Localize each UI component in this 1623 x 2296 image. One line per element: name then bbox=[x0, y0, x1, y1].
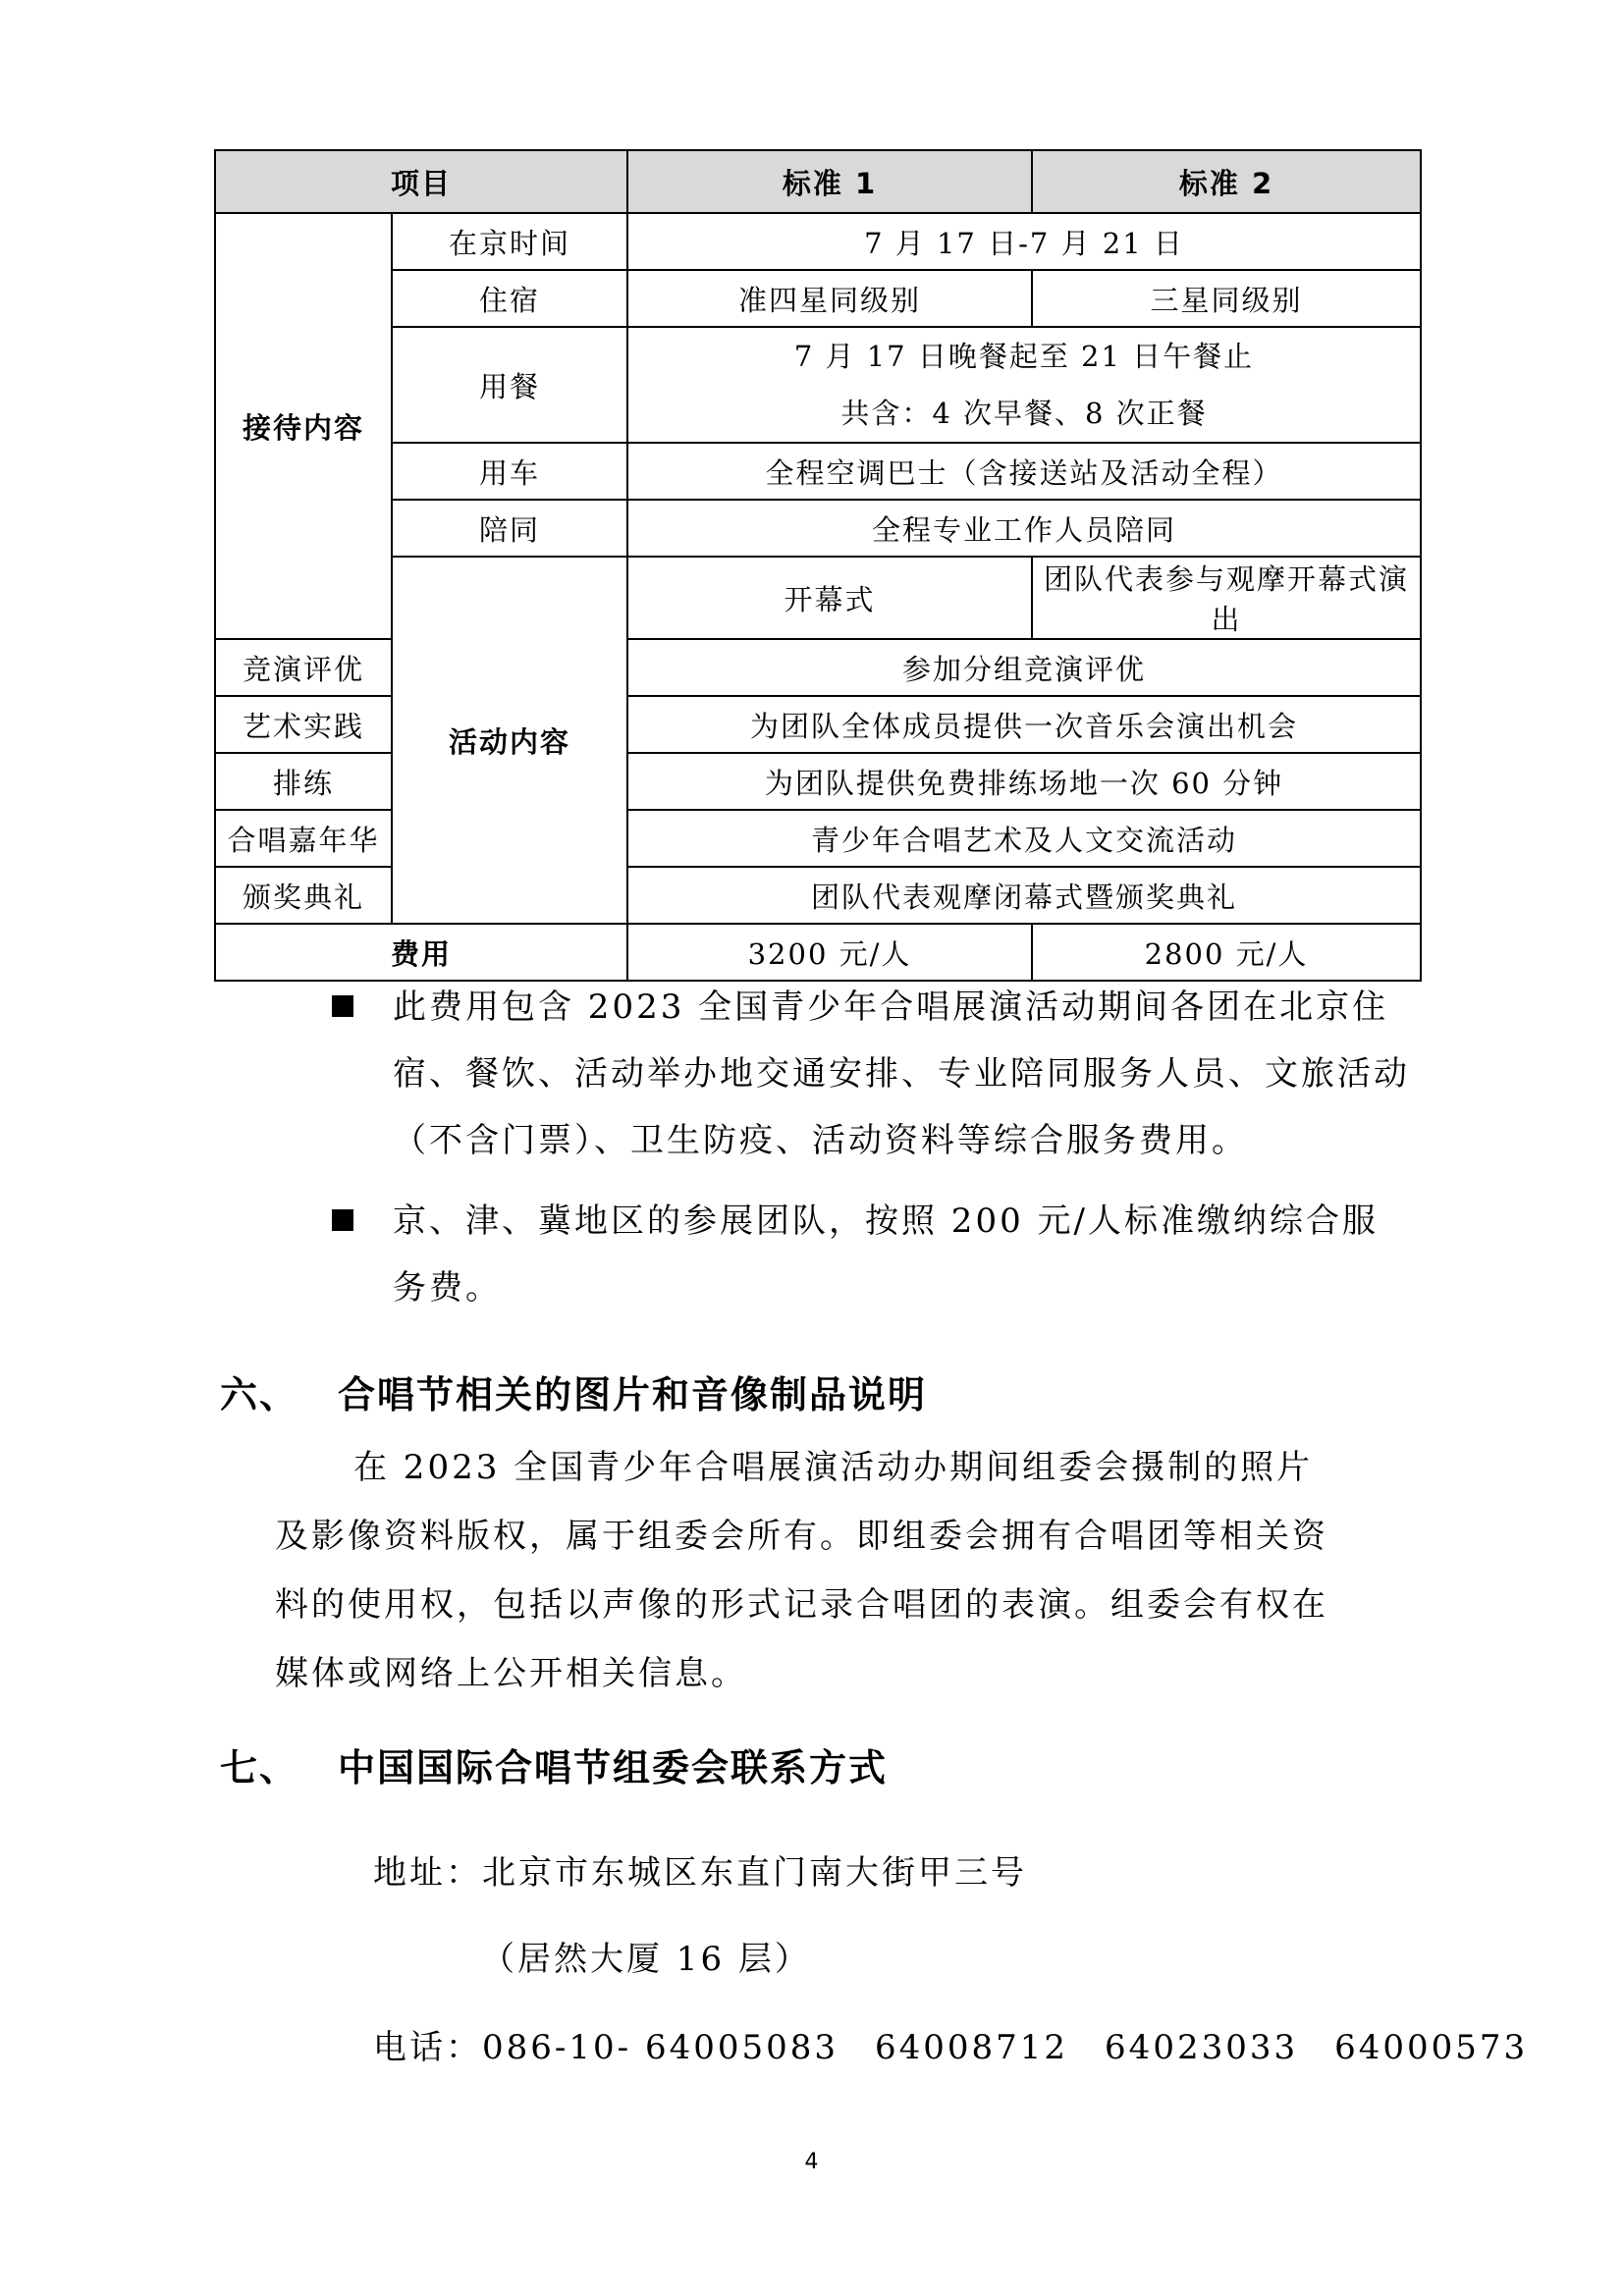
row-item: 开幕式 bbox=[627, 557, 1032, 639]
table-header-row bbox=[215, 150, 1421, 213]
row-value: 全程专业工作人员陪同 bbox=[627, 500, 1421, 557]
row-std1: 准四星同级别 bbox=[627, 270, 1032, 327]
fee-note-text: 此费用包含 2023 全国青少年合唱展演活动期间各团在北京住宿、餐饮、活动举办地交通安排、专业陪同服务人员、文旅活动（不含门票）、卫生防疫、活动资料等综合服务费用。 bbox=[393, 988, 1410, 1160]
table-row bbox=[215, 443, 1421, 500]
row-item: 竞演评优 bbox=[215, 639, 392, 696]
group-activities: 活动内容 bbox=[392, 557, 627, 924]
fee-note-item bbox=[393, 974, 1414, 1174]
header-standard-1: 标准 1 bbox=[627, 150, 1032, 213]
section-6-title: 合唱节相关的图片和音像制品说明 bbox=[338, 1373, 928, 1416]
table-row bbox=[215, 557, 1421, 639]
fee-note-text: 京、津、冀地区的参展团队，按照 200 元/人标准缴纳综合服务费。 bbox=[393, 1201, 1379, 1308]
table-row bbox=[215, 327, 1421, 443]
section-6-number: 六、 bbox=[220, 1373, 299, 1416]
fee-standard-1: 3200 元/人 bbox=[627, 924, 1032, 981]
contact-address-note: （居然大厦 16 层） bbox=[481, 1940, 811, 1979]
row-item: 在京时间 bbox=[392, 213, 627, 270]
fee-notes bbox=[334, 974, 1414, 1321]
fee-table-container bbox=[214, 149, 1420, 982]
row-std2: 三星同级别 bbox=[1032, 270, 1421, 327]
group-reception: 接待内容 bbox=[215, 213, 392, 639]
row-item: 排练 bbox=[215, 753, 392, 810]
table-row-fee bbox=[215, 924, 1421, 981]
fee-table bbox=[214, 149, 1422, 982]
square-bullet-icon bbox=[332, 1209, 353, 1231]
header-item: 项目 bbox=[215, 150, 627, 213]
meal-line-2: 共含：4 次早餐、8 次正餐 bbox=[840, 397, 1208, 430]
row-item: 住宿 bbox=[392, 270, 627, 327]
section-7-number: 七、 bbox=[220, 1746, 299, 1789]
section-7-title: 中国国际合唱节组委会联系方式 bbox=[338, 1746, 889, 1789]
row-value: 青少年合唱艺术及人文交流活动 bbox=[627, 810, 1421, 867]
table-row bbox=[215, 213, 1421, 270]
fee-label: 费用 bbox=[215, 924, 627, 981]
contact-phone: 电话：086-10- 64005083 64008712 64023033 64000573 bbox=[373, 2028, 1529, 2067]
row-item: 艺术实践 bbox=[215, 696, 392, 753]
row-item: 陪同 bbox=[392, 500, 627, 557]
row-item: 合唱嘉年华 bbox=[215, 810, 392, 867]
header-standard-2: 标准 2 bbox=[1032, 150, 1421, 213]
row-item: 颁奖典礼 bbox=[215, 867, 392, 924]
row-value: 为团队全体成员提供一次音乐会演出机会 bbox=[627, 696, 1421, 753]
row-value: 为团队提供免费排练场地一次 60 分钟 bbox=[627, 753, 1421, 810]
page-number: 4 bbox=[804, 2150, 819, 2174]
square-bullet-icon bbox=[332, 995, 353, 1017]
row-item: 用餐 bbox=[392, 327, 627, 443]
row-value: 团队代表观摩闭幕式暨颁奖典礼 bbox=[627, 867, 1421, 924]
section-6-body: 在 2023 全国青少年合唱展演活动办期间组委会摄制的照片及影像资料版权，属于组委会所有。即组委会拥有合唱团等相关资料的使用权，包括以声像的形式记录合唱团的表演。组委会有权在媒体或网络上公开相关信息。 bbox=[275, 1448, 1328, 1693]
row-value: 团队代表参与观摩开幕式演出 bbox=[1032, 557, 1421, 639]
table-row bbox=[215, 270, 1421, 327]
row-item: 用车 bbox=[392, 443, 627, 500]
row-value: 全程空调巴士（含接送站及活动全程） bbox=[627, 443, 1421, 500]
contact-address: 地址：北京市东城区东直门南大街甲三号 bbox=[373, 1853, 1027, 1893]
row-value: 参加分组竞演评优 bbox=[627, 639, 1421, 696]
row-value-meal bbox=[627, 327, 1421, 443]
meal-line-1: 7 月 17 日晚餐起至 21 日午餐止 bbox=[793, 340, 1255, 373]
section-7-heading bbox=[220, 1737, 888, 1791]
fee-standard-2: 2800 元/人 bbox=[1032, 924, 1421, 981]
fee-note-item bbox=[393, 1188, 1414, 1321]
table-row bbox=[215, 500, 1421, 557]
section-6-heading bbox=[220, 1364, 927, 1418]
row-value: 7 月 17 日-7 月 21 日 bbox=[627, 213, 1421, 270]
